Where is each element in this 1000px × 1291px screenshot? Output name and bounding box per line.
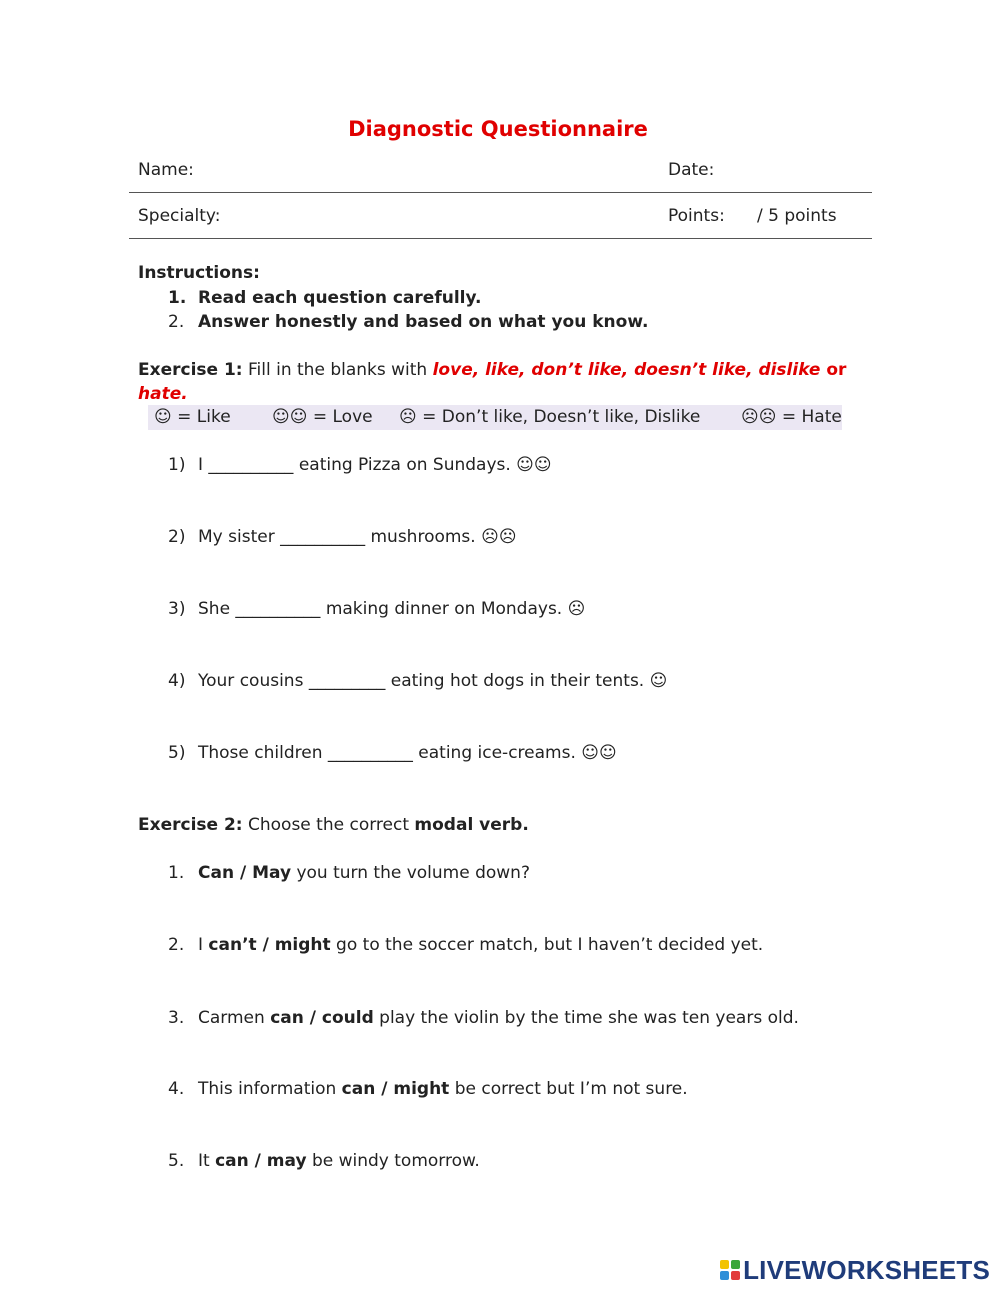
points-label: Points: — [668, 206, 725, 226]
question-pre: I — [198, 935, 209, 955]
question-text: She __________ making dinner on Mondays. ☹ — [198, 599, 586, 619]
exercise-2-heading — [138, 815, 529, 835]
page-title: Diagnostic Questionnaire — [348, 117, 648, 141]
legend-dislike: ☹ = Don’t like, Doesn’t like, Dislike — [399, 407, 701, 427]
exercise-1-label: Exercise 1: — [138, 360, 243, 380]
exercise-1-question — [168, 599, 585, 619]
exercise-2-prompt-bold: modal verb. — [414, 815, 529, 835]
question-text: Those children __________ eating ice-creams. ☺☺ — [198, 743, 617, 763]
question-pre: This information — [198, 1079, 342, 1099]
question-number: 1) — [168, 455, 186, 475]
question-post: you turn the volume down? — [291, 863, 530, 883]
legend-love: ☺☺ = Love — [272, 407, 373, 427]
question-number: 4) — [168, 671, 186, 691]
question-post: be correct but I’m not sure. — [449, 1079, 688, 1099]
question-text: My sister __________ mushrooms. ☹☹ — [198, 527, 517, 547]
points-total: / 5 points — [757, 206, 837, 226]
modal-choice: Can / May — [198, 863, 292, 883]
exercise-2-prompt: Choose the correct — [242, 815, 415, 835]
question-number: 2) — [168, 527, 186, 547]
question-post: be windy tomorrow. — [306, 1151, 480, 1171]
logo-square — [731, 1271, 740, 1280]
instruction-item — [168, 312, 648, 332]
emoji-legend — [148, 405, 842, 430]
modal-choice: can / could — [270, 1008, 374, 1028]
instructions-title: Instructions: — [138, 263, 260, 283]
question-post: go to the soccer match, but I haven’t decided yet. — [330, 935, 764, 955]
specialty-label: Specialty: — [138, 206, 221, 226]
question-number: 3) — [168, 599, 186, 619]
modal-choice: can / may — [215, 1151, 307, 1171]
logo-text: LIVEWORKSHEETS — [743, 1254, 990, 1285]
exercise-1-options: love, like, don’t like, doesn’t like, dislike — [432, 360, 821, 380]
exercise-1-question — [168, 527, 517, 547]
exercise-2-question — [168, 1079, 688, 1099]
instruction-number: 1. — [168, 288, 187, 308]
divider — [129, 192, 872, 193]
name-label: Name: — [138, 160, 194, 180]
logo-mark-icon — [720, 1260, 740, 1280]
logo-square — [720, 1260, 729, 1269]
question-pre: Carmen — [198, 1008, 271, 1028]
exercise-1-prompt: Fill in the blanks with — [242, 360, 433, 380]
question-number: 5) — [168, 743, 186, 763]
instruction-text: Read each question carefully. — [198, 288, 482, 308]
exercise-2-question — [168, 1151, 480, 1171]
exercise-1-question — [168, 671, 667, 691]
date-label: Date: — [668, 160, 715, 180]
exercise-1-or: or — [820, 360, 847, 380]
instruction-text: Answer honestly and based on what you know. — [198, 312, 649, 332]
logo-square — [731, 1260, 740, 1269]
question-text: I __________ eating Pizza on Sundays. ☺☺ — [198, 455, 552, 475]
exercise-1-question — [168, 743, 617, 763]
question-number: 1. — [168, 863, 185, 883]
question-number: 3. — [168, 1008, 185, 1028]
divider — [129, 238, 872, 239]
exercise-2-label: Exercise 2: — [138, 815, 243, 835]
question-post: play the violin by the time she was ten years old. — [373, 1008, 799, 1028]
instruction-item — [168, 288, 481, 308]
legend-hate: ☹☹ = Hate — [741, 407, 842, 427]
exercise-2-question — [168, 935, 763, 955]
instruction-number: 2. — [168, 312, 185, 332]
modal-choice: can / might — [341, 1079, 450, 1099]
legend-like: ☺ = Like — [154, 407, 231, 427]
exercise-1-heading — [138, 358, 858, 406]
exercise-2-question — [168, 1008, 799, 1028]
logo-square — [720, 1271, 729, 1280]
liveworksheets-logo — [720, 1254, 990, 1286]
modal-choice: can’t / might — [208, 935, 331, 955]
exercise-1-last-option: hate. — [138, 384, 188, 404]
question-number: 5. — [168, 1151, 185, 1171]
question-text: Your cousins _________ eating hot dogs in their tents. ☺ — [198, 671, 668, 691]
exercise-2-question — [168, 863, 530, 883]
question-pre: It — [198, 1151, 216, 1171]
question-number: 4. — [168, 1079, 185, 1099]
exercise-1-question — [168, 455, 552, 475]
question-number: 2. — [168, 935, 185, 955]
